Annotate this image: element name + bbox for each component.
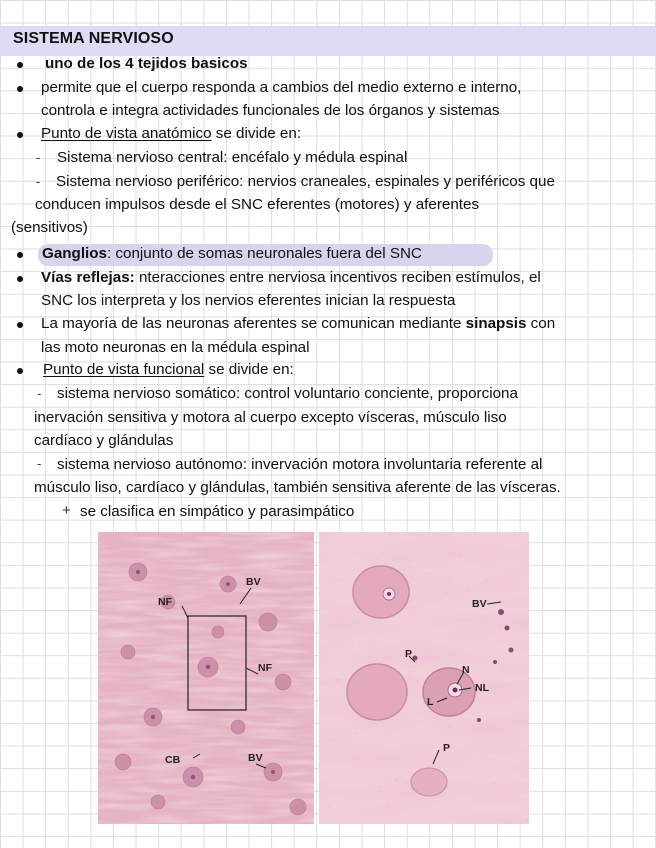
text-line-2: permite que el cuerpo responda a cambios del medio externo e interno, (41, 79, 522, 96)
dash-2: - (36, 174, 41, 189)
text-line-19: músculo liso, cardíaco y glándulas, también sensitiva aferente de las vísceras. (34, 479, 561, 496)
bullet-2 (17, 86, 23, 92)
bullet-7 (17, 368, 23, 374)
label-n-right: N (462, 664, 470, 676)
text-line-20: se clasifica en simpático y parasimpático (80, 503, 355, 520)
text-line-8: (sensitivos) (11, 219, 88, 236)
micrograph-left-image (98, 532, 314, 824)
label-nl-right: NL (475, 682, 489, 694)
dash-3: - (37, 386, 42, 401)
bullet-5 (17, 276, 23, 282)
text-line-1: uno de los 4 tejidos basicos (45, 55, 248, 72)
micrograph-right (319, 532, 529, 824)
label-nf-left-top: NF (158, 596, 172, 608)
text-line-7: conducen impulsos desde el SNC eferentes (motores) y aferentes (35, 196, 480, 213)
label-p-right-bottom: P (443, 742, 451, 754)
plus-mark: + (62, 502, 71, 519)
text-line-11: SNC los interpreta y los nervios eferentes inician la respuesta (41, 292, 456, 309)
bullet-4 (17, 252, 23, 258)
dash-4: - (37, 456, 42, 471)
label-p-right-top: P (405, 648, 413, 660)
text-line-13: las moto neuronas en la médula espinal (41, 339, 310, 356)
text-line-9 (42, 244, 422, 264)
text-line-5: Sistema nervioso central: encéfalo y médula espinal (57, 149, 408, 166)
anatomic-heading: Punto de vista anatómico (41, 125, 212, 142)
micrograph-right-image (319, 532, 529, 824)
dash-1: - (36, 150, 41, 165)
synapse-term: sinapsis (465, 315, 527, 332)
text-line-15: sistema nervioso somático: control voluntario conciente, proporciona (57, 385, 518, 402)
bullet-3 (17, 132, 23, 138)
text-line-17: cardíaco y glándulas (34, 432, 174, 449)
text-line-12 (41, 314, 555, 334)
text-line-4 (41, 124, 301, 144)
label-bv-right: BV (472, 598, 487, 610)
label-bv-left-top: BV (246, 576, 261, 588)
text-line-16: inervación sensitiva y motora al cuerpo excepto vísceras, músculo liso (34, 409, 507, 426)
label-l-right: L (427, 696, 434, 708)
micrograph-left (98, 532, 314, 824)
label-nf-left-mid: NF (258, 662, 272, 674)
functional-rest: se divide en: (204, 361, 294, 378)
text-line-6: Sistema nervioso periférico: nervios craneales, espinales y periféricos que (56, 173, 555, 190)
label-bv-left-bottom: BV (248, 752, 263, 764)
text-line-18: sistema nervioso autónomo: invervación motora involuntaria referente al (57, 456, 543, 473)
anatomic-rest: se divide en: (211, 125, 302, 142)
synapse-pre: La mayoría de las neuronas aferentes se comunican mediante (41, 315, 466, 332)
vias-def: nteracciones entre nerviosa incentivos reciben estímulos, el (134, 269, 541, 286)
text-line-10 (41, 268, 541, 288)
text-line-3: controla e integra actividades funcionales de los órganos y sistemas (41, 102, 500, 119)
bullet-6 (17, 322, 23, 328)
label-cb-left: CB (165, 754, 181, 766)
vias-term: Vías reflejas: (41, 269, 135, 286)
functional-heading: Punto de vista funcional (43, 361, 205, 378)
bullet-1 (17, 62, 23, 68)
ganglios-term: Ganglios (42, 245, 107, 262)
synapse-post: con (526, 315, 556, 332)
ganglios-def: : conjunto de somas neuronales fuera del SNC (106, 245, 422, 262)
page-title: SISTEMA NERVIOSO (13, 30, 174, 47)
text-line-14 (43, 360, 294, 380)
